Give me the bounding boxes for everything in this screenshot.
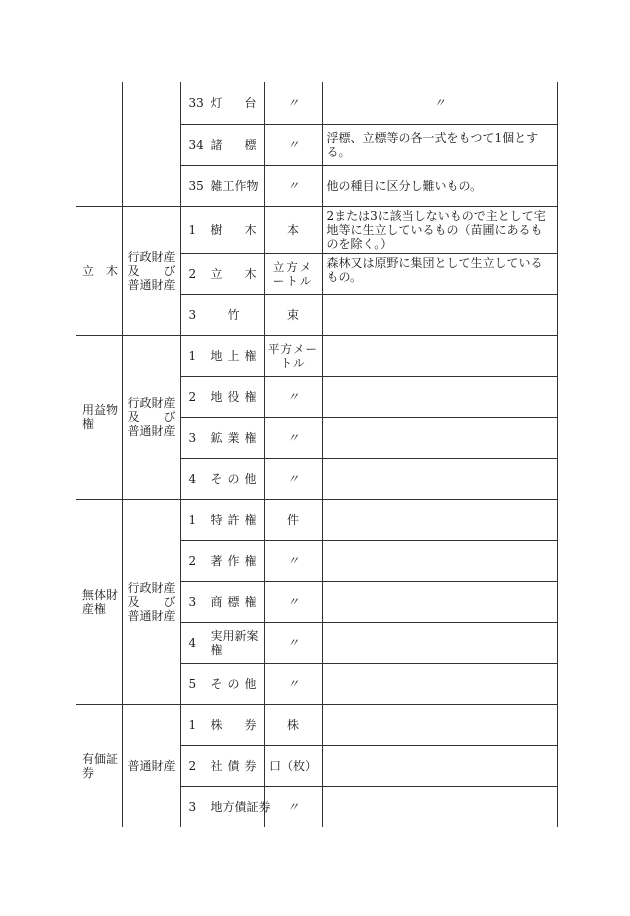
- item-cell: 2 著 作 権: [180, 540, 264, 581]
- note-cell: 森林又は原野に集団として生立しているもの。: [322, 253, 557, 294]
- unit-cell: 〃: [264, 376, 322, 417]
- unit-cell: 口（枚）: [264, 745, 322, 786]
- unit-cell: 〃: [264, 663, 322, 704]
- unit-cell: 〃: [264, 82, 322, 124]
- unit-cell: 〃: [264, 124, 322, 165]
- item-cell: 3 商 標 権: [180, 581, 264, 622]
- property-classification-table: [76, 82, 558, 827]
- item-cell: 1 樹 木: [180, 206, 264, 253]
- note-cell: [322, 622, 557, 663]
- note-cell: [322, 745, 557, 786]
- item-cell: 1 特 許 権: [180, 499, 264, 540]
- unit-cell: 〃: [264, 786, 322, 827]
- unit-cell: 本: [264, 206, 322, 253]
- unit-cell: 〃: [264, 622, 322, 663]
- item-cell: 35 雑工作物: [180, 165, 264, 206]
- item-cell: 4 実用新案権: [180, 622, 264, 663]
- category-cell-continued: [76, 82, 122, 206]
- property-type-cell: 行政財産 及 び 普通財産: [122, 206, 180, 335]
- item-cell: 2 社 債 券: [180, 745, 264, 786]
- unit-cell: 〃: [264, 458, 322, 499]
- unit-cell: 〃: [264, 540, 322, 581]
- item-cell: 1 株 券: [180, 704, 264, 745]
- note-cell: 他の種目に区分し難いもの。: [322, 165, 557, 206]
- item-cell: 2 地 役 権: [180, 376, 264, 417]
- item-cell: 3 竹: [180, 294, 264, 335]
- note-cell: [322, 581, 557, 622]
- property-type-cell-continued: [122, 82, 180, 206]
- property-type-cell: 普通財産: [122, 704, 180, 827]
- note-cell: [322, 335, 557, 376]
- unit-cell: 束: [264, 294, 322, 335]
- unit-cell: 〃: [264, 417, 322, 458]
- property-type-cell: 行政財産 及 び 普通財産: [122, 335, 180, 499]
- item-cell: 3 鉱 業 権: [180, 417, 264, 458]
- item-cell: 34 諸 標: [180, 124, 264, 165]
- unit-cell: 件: [264, 499, 322, 540]
- category-mutai: 無体財産権: [76, 499, 122, 704]
- note-cell: [322, 294, 557, 335]
- note-cell: [322, 704, 557, 745]
- note-cell: [322, 417, 557, 458]
- note-cell: 浮標、立標等の各一式をもつて1個とする。: [322, 124, 557, 165]
- category-yuka: 有価証券: [76, 704, 122, 827]
- property-type-cell: 行政財産 及 び 普通財産: [122, 499, 180, 704]
- unit-cell: 〃: [264, 165, 322, 206]
- item-cell: 33 灯 台: [180, 82, 264, 124]
- note-cell: [322, 540, 557, 581]
- item-cell: 1 地 上 権: [180, 335, 264, 376]
- note-cell: [322, 499, 557, 540]
- unit-cell: 立方メートル: [264, 253, 322, 294]
- item-cell: 4 そ の 他: [180, 458, 264, 499]
- unit-cell: 〃: [264, 581, 322, 622]
- item-cell: 2 立 木: [180, 253, 264, 294]
- note-cell: [322, 458, 557, 499]
- note-cell: 〃: [322, 82, 557, 124]
- item-cell: 5 そ の 他: [180, 663, 264, 704]
- unit-cell: 平方メートル: [264, 335, 322, 376]
- note-cell: [322, 663, 557, 704]
- category-youeki: 用益物権: [76, 335, 122, 499]
- note-cell: 2または3に該当しないもので主として宅地等に生立しているもの（苗圃にあるものを除く。）: [322, 206, 557, 253]
- category-tachiki: 立 木: [76, 206, 122, 335]
- unit-cell: 株: [264, 704, 322, 745]
- note-cell: [322, 376, 557, 417]
- note-cell: [322, 786, 557, 827]
- item-cell: 3 地方債証券: [180, 786, 264, 827]
